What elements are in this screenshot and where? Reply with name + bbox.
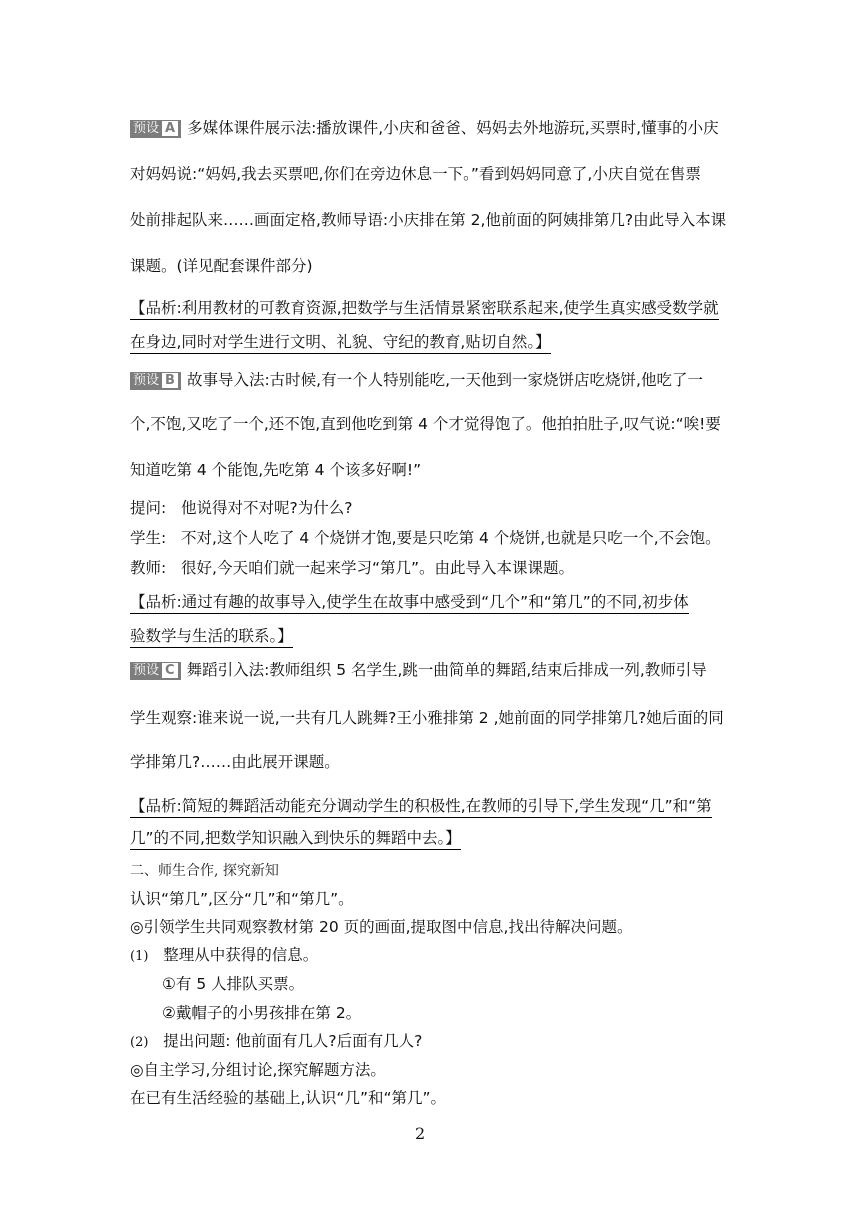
preset-b-line-2: 个,不饱,又吃了一个,还不饱,直到他吃到第 4 个才觉得饱了。他拍拍肚子,叹气说:“唉!要: [130, 415, 721, 433]
step-1: (1) 整理从中获得的信息。: [130, 946, 319, 964]
dialogue-student: 学生: 不对,这个人吃了 4 个烧饼才饱,要是只吃第 4 个烧饼,也就是只吃一个,不会饱。: [130, 529, 721, 547]
analysis-c-line-1: 【品析:简短的舞蹈活动能充分调动学生的积极性,在教师的引导下,学生发现“几”和“第: [130, 794, 730, 816]
section-intro: 认识“第几”,区分“几”和“第几”。: [130, 890, 354, 908]
analysis-b-line-2: 验数学与生活的联系。】: [130, 624, 730, 646]
preset-a-line-4: 课题。(详见配套课件部分): [130, 257, 313, 275]
section-guide: ◎引领学生共同观察教材第 20 页的画面,提取图中信息,找出待解决问题。: [130, 918, 633, 936]
preset-a-line-1: 预设 A 多媒体课件展示法:播放课件,小庆和爸爸、妈妈去外地游玩,买票时,懂事的小庆: [130, 116, 730, 138]
preset-c-tag: 预设 C: [130, 662, 181, 680]
preset-c-line-3: 学排第几?……由此展开课题。: [130, 753, 340, 771]
self-study: ◎自主学习,分组讨论,探究解题方法。: [130, 1061, 386, 1079]
dialogue-question: 提问: 他说得对不对呢?为什么?: [130, 499, 353, 517]
fact-1: ①有 5 人排队买票。: [162, 975, 305, 993]
analysis-c-line-2: 几”的不同,把数学知识融入到快乐的舞蹈中去。】: [130, 826, 730, 848]
analysis-a-line-2: 在身边,同时对学生进行文明、礼貌、守纪的教育,贴切自然。】: [130, 330, 730, 352]
fact-2: ②戴帽子的小男孩排在第 2。: [162, 1004, 362, 1022]
page-number: 2: [415, 1124, 426, 1143]
preset-b-line-3: 知道吃第 4 个能饱,先吃第 4 个该多好啊!”: [130, 461, 422, 479]
step-2: (2) 提出问题: 他前面有几人?后面有几人?: [130, 1032, 423, 1050]
preset-b-tag: 预设 B: [130, 372, 181, 390]
preset-a-line-3: 处前排起队来……画面定格,教师导语:小庆排在第 2,他前面的阿姨排第几?由此导入本课: [130, 211, 727, 229]
closing-line: 在已有生活经验的基础上,认识“几”和“第几”。: [130, 1089, 447, 1107]
analysis-a-line-1: 【品析:利用教材的可教育资源,把数学与生活情景紧密联系起来,使学生真实感受数学就: [130, 296, 730, 318]
dialogue-teacher: 教师: 很好,今天咱们就一起来学习“第几”。由此导入本课课题。: [130, 559, 575, 577]
preset-a-tag: 预设 A: [130, 120, 181, 138]
section-heading: 二、师生合作, 探究新知: [130, 863, 279, 879]
preset-c-line-1: 预设 C 舞蹈引入法:教师组织 5 名学生,跳一曲简单的舞蹈,结束后排成一列,教师引导: [130, 658, 730, 680]
preset-a-line-2: 对妈妈说:“妈妈,我去买票吧,你们在旁边休息一下。”看到妈妈同意了,小庆自觉在售票: [130, 165, 701, 183]
preset-c-line-2: 学生观察:谁来说一说,一共有几人跳舞?王小雅排第 2 ,她前面的同学排第几?她后面的同: [130, 709, 724, 727]
analysis-b-line-1: 【品析:通过有趣的故事导入,使学生在故事中感受到“几个”和“第几”的不同,初步体: [130, 590, 730, 612]
preset-b-line-1: 预设 B 故事导入法:古时候,有一个人特别能吃,一天他到一家烧饼店吃烧饼,他吃了一: [130, 368, 730, 390]
